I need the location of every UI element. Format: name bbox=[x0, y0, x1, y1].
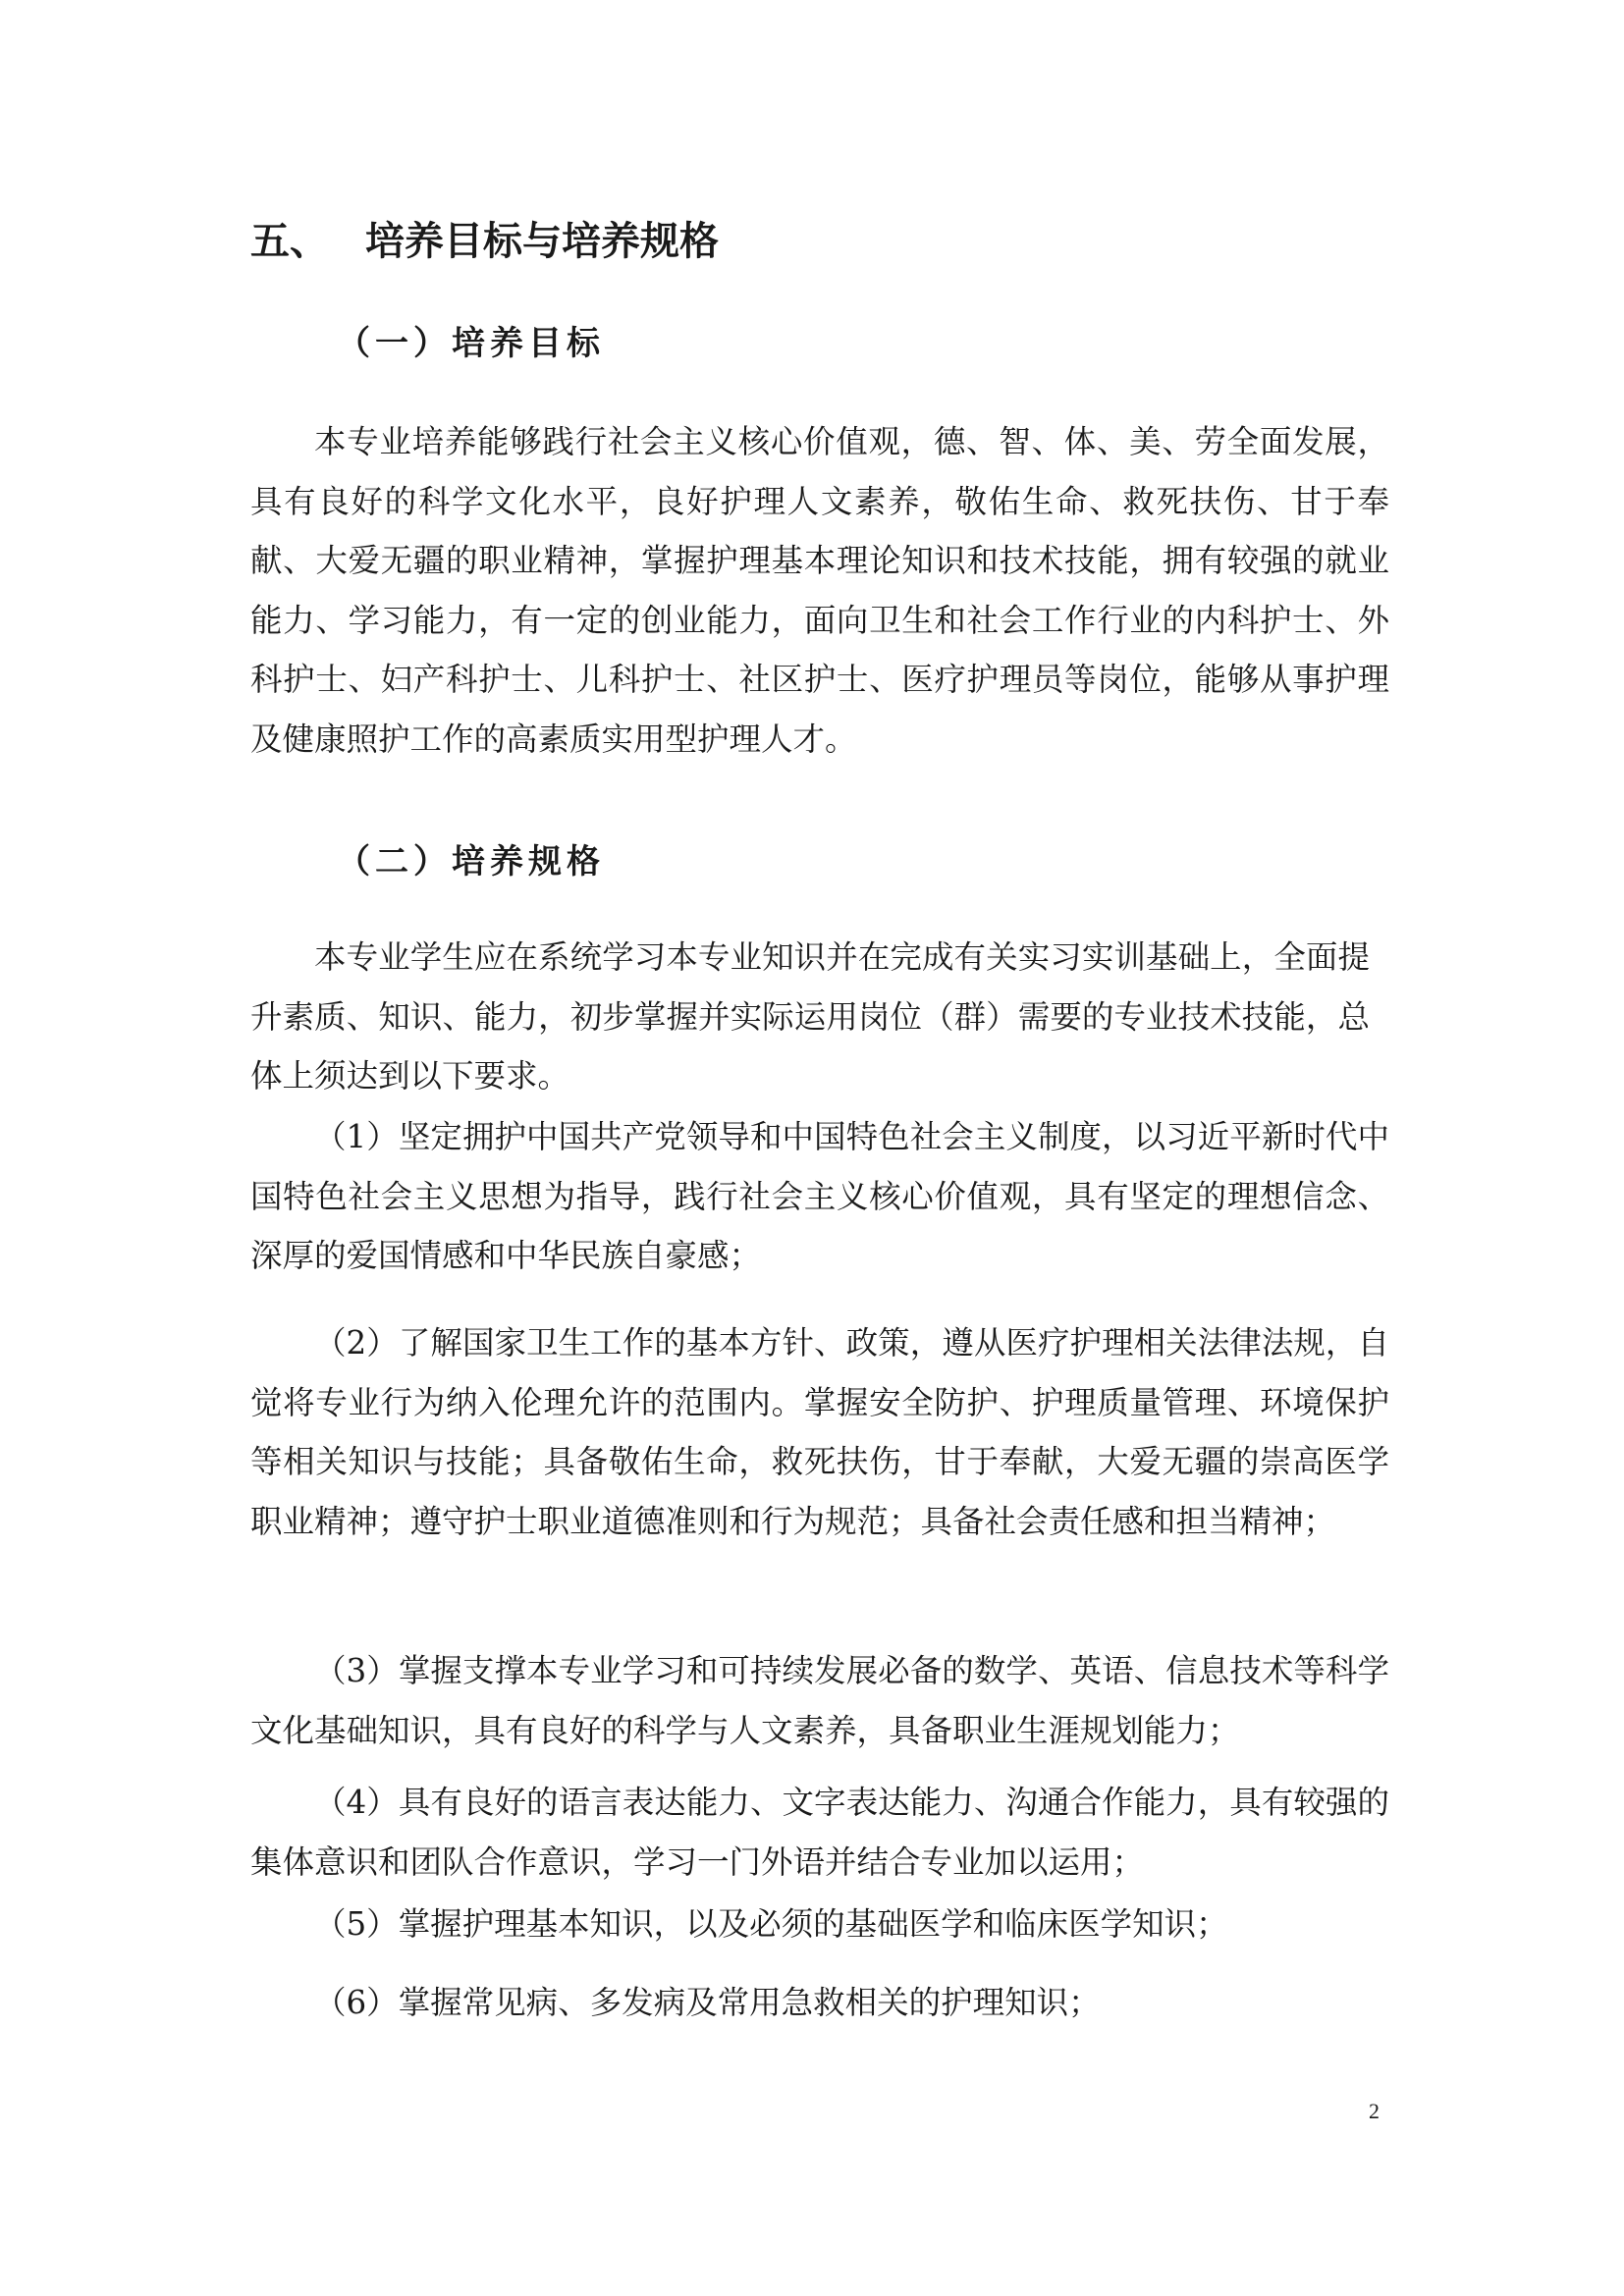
spec-item-5: （5）掌握护理基本知识，以及必须的基础医学和临床医学知识； bbox=[314, 1905, 1228, 1943]
spec-item-2: （2）了解国家卫生工作的基本方针、政策，遵从医疗护理相关法律法规，自觉将专业行为纳入伦理允许的范围内。掌握安全防护、护理质量管理、环境保护等相关知识与技能；具备敬佑生命，救死扶伤，甘于奉献，大爱无疆的崇高医学职业精神；遵守护士职业道德准则和行为规范；具备社会责任感和担当精神； bbox=[250, 1324, 1389, 1540]
goal-heading: （一）培养目标 bbox=[337, 324, 605, 363]
goal-paragraph: 本专业培养能够践行社会主义核心价值观，德、智、体、美、劳全面发展，具有良好的科学文化水平，良好护理人文素养，敬佑生命、救死扶伤、甘于奉献、大爱无疆的职业精神，掌握护理基本理论知识和技术技能，拥有较强的就业能力、学习能力，有一定的创业能力，面向卫生和社会工作行业的内科护士、外科护士、妇产科护士、儿科护士、社区护士、医疗护理员等岗位，能够从事护理及健康照护工作的高素质实用型护理人才。 bbox=[250, 423, 1389, 758]
spec-item-3: （3）掌握支撑本专业学习和可持续发展必备的数学、英语、信息技术等科学文化基础知识，具有良好的科学与人文素养，具备职业生涯规划能力； bbox=[250, 1652, 1389, 1749]
subsection-heading-goal bbox=[337, 321, 605, 366]
section-heading bbox=[250, 214, 719, 269]
spec-intro-paragraph: 本专业学生应在系统学习本专业知识并在完成有关实习实训基础上，全面提升素质、知识、能力，初步掌握并实际运用岗位（群）需要的专业技术技能，总体上须达到以下要求。 bbox=[250, 938, 1370, 1095]
spec-item-1: （1）坚定拥护中国共产党领导和中国特色社会主义制度，以习近平新时代中国特色社会主义思想为指导，践行社会主义核心价值观，具有坚定的理想信念、深厚的爱国情感和中华民族自豪感； bbox=[250, 1118, 1389, 1274]
spec-item-6: （6）掌握常见病、多发病及常用急救相关的护理知识； bbox=[314, 1984, 1101, 2021]
page-number: 2 bbox=[1369, 2099, 1380, 2123]
section-title: 培养目标与培养规格 bbox=[365, 219, 719, 264]
subsection-heading-spec bbox=[337, 839, 605, 884]
section-number: 五、 bbox=[250, 219, 329, 264]
spec-item-4: （4）具有良好的语言表达能力、文字表达能力、沟通合作能力，具有较强的集体意识和团队合作意识，学习一门外语并结合专业加以运用； bbox=[250, 1784, 1389, 1881]
spec-heading: （二）培养规格 bbox=[337, 842, 605, 881]
